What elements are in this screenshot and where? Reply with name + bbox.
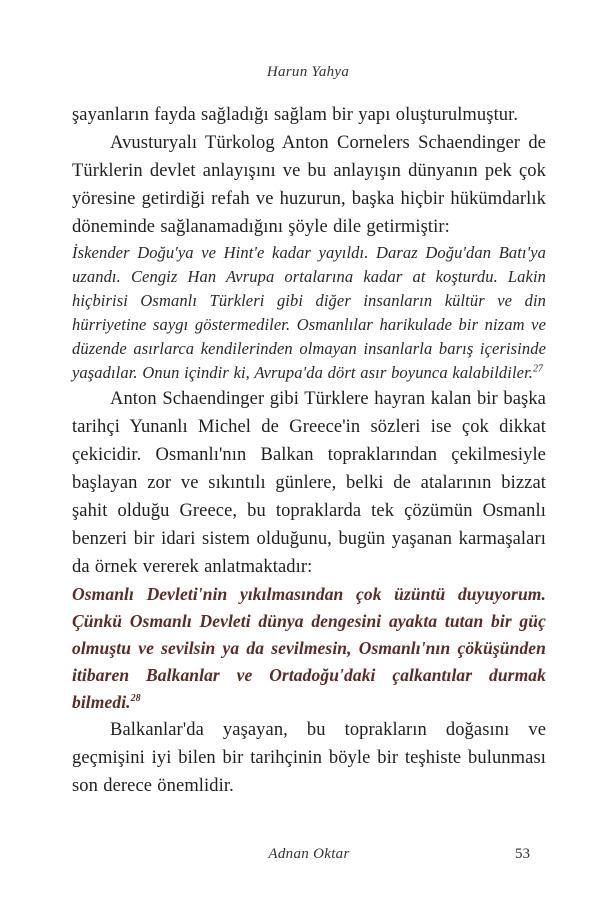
paragraph-continuation: şayanların fayda sağladığı sağlam bir yapı oluşturulmuştur. [72, 105, 519, 125]
blockquote-schaendinger [72, 241, 546, 385]
paragraph-greece-intro: Anton Schaendinger gibi Türklere hayran kalan bir başka tarihçi Yunanlı Michel de Greece'in sözleri ise çok dikkat çekicidir. Osmanlı'nın Balkan topraklarından çekilmesiyle başlayan zor ve sıkıntılı günlere, belki de atalarının bizzat şahit olduğu Greece, bu topraklarda tek çözümün Osmanlı benzeri bir idari sistem olduğunu, bugün yaşanan karmaşaları da örnek vererek anlatmaktadır: [72, 389, 546, 577]
page-number: 53 [515, 846, 530, 862]
blockquote-schaendinger-text: İskender Doğu'ya ve Hint'e kadar yayıldı. Daraz Doğu'dan Batı'ya uzandı. Cengiz Han Avrupa ortalarına kadar at koşturdu. Lakin hiçbirisi Osmanlı Türkleri gibi diğer insanların kültür ve din hürriyetine saygı göstermediler. Osmanlılar harikulade bir nizam ve düzende asırlarca kendilerinden olmayan insanlarla barış içerisinde yaşadılar. Onun içindir ki, Avrupa'da dört asır boyunca kalabildiler. [72, 243, 546, 382]
blockquote-michel-de-greece [72, 581, 546, 716]
footnote-ref-27: 27 [532, 363, 543, 375]
footnote-ref-28: 28 [130, 693, 141, 705]
paragraph-closing: Balkanlar'da yaşayan, bu toprakların doğasını ve geçmişini iyi bilen bir tarihçinin böyle bir teşhiste bulunması son derece önemlidir. [72, 720, 546, 796]
page-footer [72, 846, 546, 868]
blockquote-michel-de-greece-text: Osmanlı Devleti'nin yıkılmasından çok üzüntü duyuyorum. Çünkü Osmanlı Devleti dünya dengesini ayakta tutan bir güç olmuştu ve sevilsin ya da sevilmesin, Osmanlı'nın çöküşünden itibaren Balkanlar ve Ortadoğu'daki çalkantılar durmak bilmedi. [72, 584, 546, 712]
paragraph-schaendinger-intro: Avusturyalı Türkolog Anton Cornelers Schaendinger de Türklerin devlet anlayışını ve bu anlayışın dünyanın pek çok yöresine getirdiği refah ve huzurun, başka hiçbir hükümdarlık döneminde sağlanamadığını şöyle dile getirmiştir: [72, 133, 546, 237]
page-text-block [72, 101, 546, 800]
running-header: Harun Yahya [266, 64, 350, 80]
footer-author: Adnan Oktar [268, 846, 350, 862]
